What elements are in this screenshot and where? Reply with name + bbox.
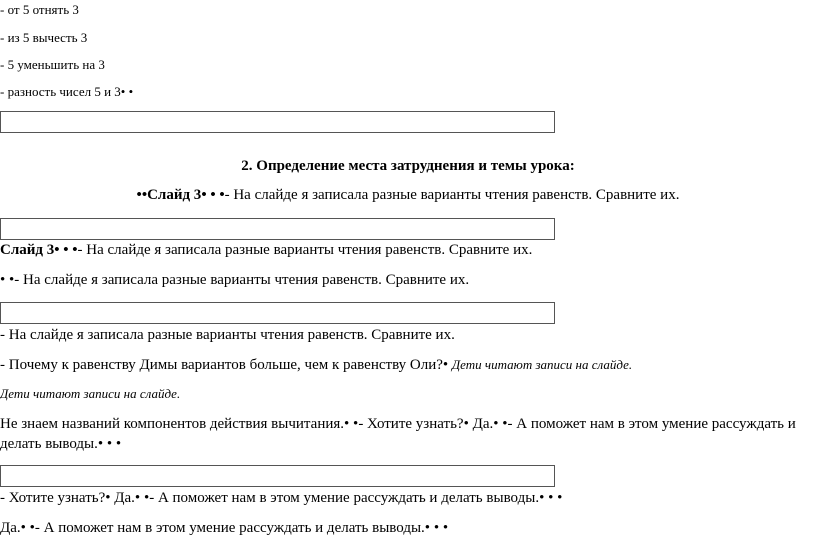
line-difference: - разность чисел 5 и 3• • <box>0 84 134 99</box>
line-subtract-2: - из 5 вычесть 3 <box>0 30 88 45</box>
want-to-know-line: - Хотите узнать?• Да.• •- А поможет нам в этом умение рассуждать и делать выводы.• • • <box>0 490 563 506</box>
yes-help-line: Да.• •- А поможет нам в этом умение рассуждать и делать выводы.• • • <box>0 520 449 536</box>
question-line: - Почему к равенству Димы вариантов больше, чем к равенству Оли?• Дети читают записи на слайде. <box>0 357 633 373</box>
slide-line-plain: - На слайде я записала разные варианты чтения равенств. Сравните их. <box>0 327 455 343</box>
blank-box-2 <box>0 218 555 240</box>
paragraph-components: Не знаем названий компонентов действия вычитания.• •- Хотите узнать?• Да.• •- А поможет нам в этом умение рассуждать и делать выводы.• • • <box>0 416 796 452</box>
slide-line-centered: ••Слайд 3• • •- На слайде я записала разные варианты чтения равенств. Сравните их. <box>136 187 680 203</box>
section-heading: 2. Определение места затруднения и темы урока: <box>241 158 575 174</box>
slide-line-bullets: • •- На слайде я записала разные варианты чтения равенств. Сравните их. <box>0 272 470 288</box>
slide-line-left: Слайд 3• • •- На слайде я записала разные варианты чтения равенств. Сравните их. <box>0 242 533 258</box>
line-subtract-1: - от 5 отнять 3 <box>0 2 79 17</box>
blank-box-4 <box>0 465 555 487</box>
italic-note-line: Дети читают записи на слайде. <box>0 386 181 401</box>
line-subtract-3: - 5 уменьшить на 3 <box>0 57 105 72</box>
blank-box-3 <box>0 302 555 324</box>
blank-box-1 <box>0 111 555 133</box>
